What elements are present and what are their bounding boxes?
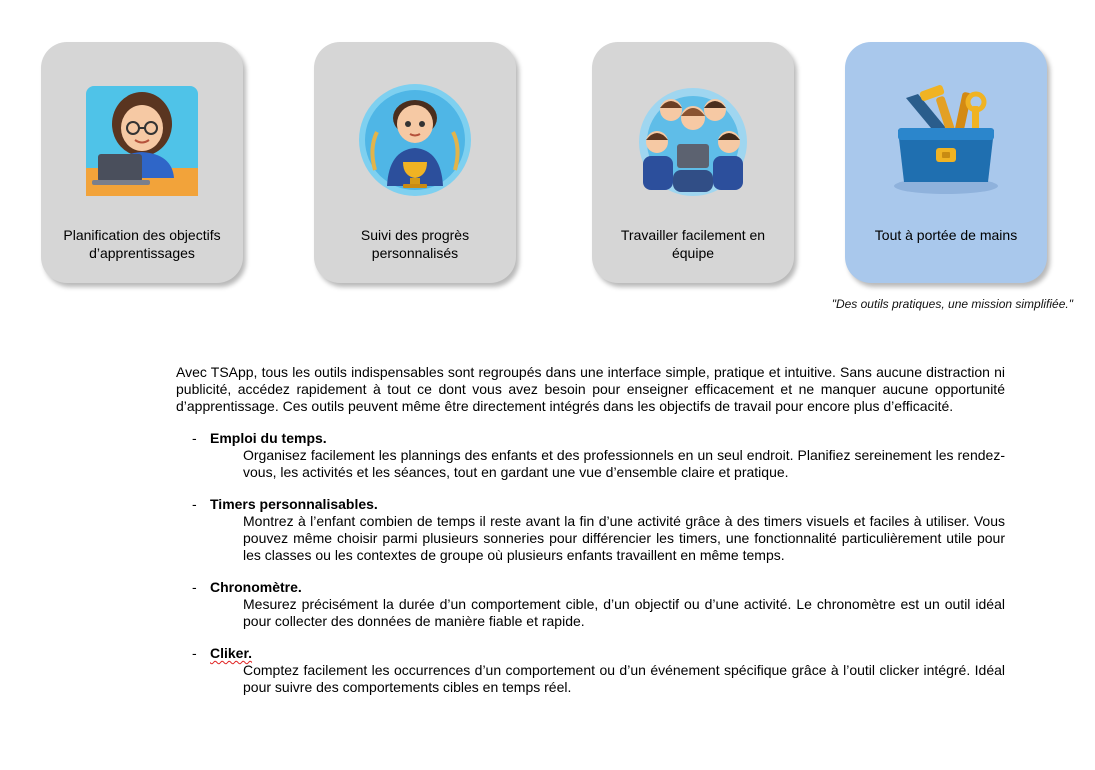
feature-title: Timers personnalisables. — [210, 496, 378, 512]
feature-description: Comptez facilement les occurrences d’un comportement ou d’un événement spécifique grâce à l’outil clicker intégré. Idéal pour suivre des comportements cibles en temps réel. — [243, 662, 1005, 695]
feature-title: Emploi du temps. — [210, 430, 327, 446]
tagline-quote: "Des outils pratiques, une mission simplifiée." — [831, 297, 1073, 311]
card-label: Planification des objectifs d’apprentissages — [63, 227, 221, 261]
feature-timers — [176, 496, 1005, 564]
feature-chronometre — [176, 579, 1005, 630]
intro-paragraph: Avec TSApp, tous les outils indispensables sont regroupés dans une interface simple, pratique et intuitive. Sans aucune distraction ni publicité, accédez rapidement à tout ce dont vous avez besoin pour enseigner efficacement et ne manquer aucune opportunité d’apprentissage. Ces outils peuvent même être directement intégrés dans les objectifs de travail pour encore plus d’efficacité. — [176, 364, 1005, 414]
child-trophy-icon — [353, 78, 477, 202]
card-travail-equipe[interactable] — [592, 42, 794, 283]
spellcheck-word: Cliker. — [210, 645, 253, 661]
feature-description: Montrez à l’enfant combien de temps il reste avant la fin d’une activité grâce à des timers visuels et faciles à utiliser. Vous pouvez même choisir parmi plusieurs sonneries pour différencier les timers, une fonctionnalité particulièrement utile pour les classes ou les contextes de groupe où plusieurs enfants travaillent en même temps. — [243, 513, 1005, 563]
feature-title: Chronomètre. — [210, 579, 302, 595]
toolbox-icon — [884, 78, 1008, 202]
card-planification[interactable] — [41, 42, 243, 283]
feature-description: Organisez facilement les plannings des enfants et des professionnels en un seul endroit. Planifiez sereinement les rendez-vous, les activités et les séances, tout en gardant une vue d’ensemble claire et pratique. — [243, 447, 1005, 480]
card-label: Tout à portée de mains — [874, 227, 1018, 243]
card-portee-mains[interactable] — [845, 42, 1047, 283]
teacher-laptop-icon — [80, 78, 204, 202]
card-label: Suivi des progrès personnalisés — [360, 227, 470, 261]
feature-cliker — [176, 645, 1005, 696]
feature-emploi-du-temps — [176, 430, 1005, 481]
card-suivi-progres[interactable] — [314, 42, 516, 283]
feature-title — [210, 645, 1005, 662]
bullet-marker: - — [192, 645, 197, 661]
bullet-marker: - — [192, 579, 197, 595]
card-label: Travailler facilement en équipe — [620, 227, 766, 261]
bullet-marker: - — [192, 430, 197, 446]
feature-description: Mesurez précisément la durée d’un comportement cible, d’un objectif ou d’une activité. Le chronomètre est un outil idéal pour collecter des données de manière fiable et rapide. — [243, 596, 1005, 629]
bullet-marker: - — [192, 496, 197, 512]
team-children-icon — [631, 78, 755, 202]
main-content — [176, 364, 1005, 696]
